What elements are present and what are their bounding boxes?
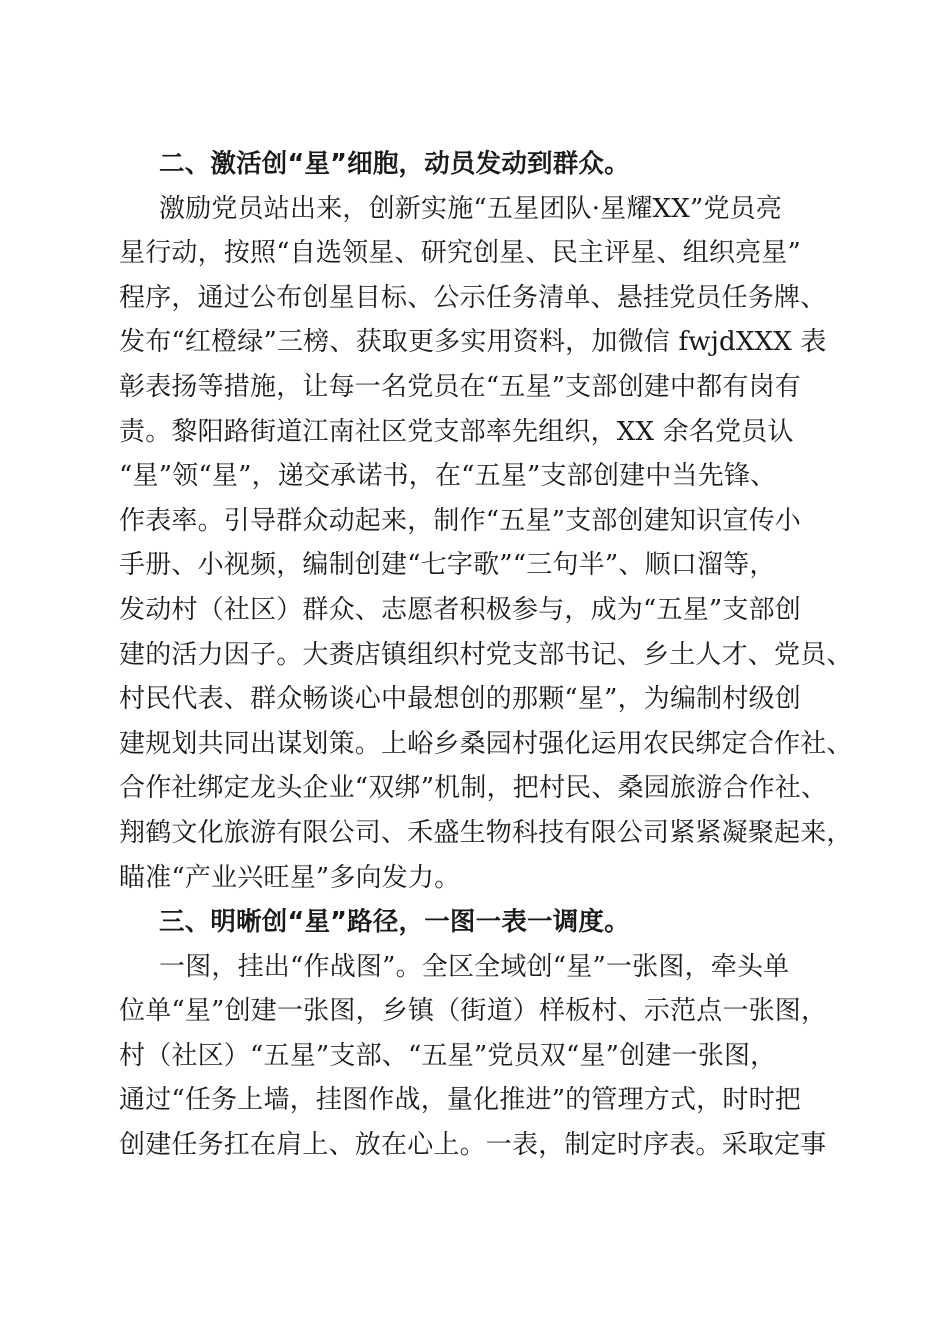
paragraph-line: 建的活力因子。大赉店镇组织村党支部书记、乡土人才、党员、 bbox=[119, 639, 853, 670]
paragraph-line: 瞄准“产业兴旺星”多向发力。 bbox=[119, 862, 461, 893]
paragraph-line: 发动村（社区）群众、志愿者积极参与，成为“五星”支部创 bbox=[119, 594, 801, 625]
paragraph-line: 激励党员站出来，创新实施“五星团队·星耀XX”党员亮 bbox=[159, 193, 783, 224]
paragraph-line: 作表率。引导群众动起来，制作“五星”支部创建知识宣传小 bbox=[119, 505, 801, 536]
paragraph-line: 通过“任务上墙，挂图作战，量化推进”的管理方式，时时把 bbox=[119, 1085, 801, 1116]
paragraph-line: “星”领“星”，递交承诺书，在“五星”支部创建中当先锋、 bbox=[119, 461, 777, 492]
paragraph-line: 发布“红橙绿”三榜、获取更多实用资料，加微信 fwjdXXX 表 bbox=[119, 327, 827, 358]
paragraph-line: 程序，通过公布创星目标、公示任务清单、悬挂党员任务牌、 bbox=[119, 282, 827, 313]
paragraph-line: 一图，挂出“作战图”。全区全域创“星”一张图，牵头单 bbox=[159, 951, 790, 982]
paragraph-line: 位单“星”创建一张图，乡镇（街道）样板村、示范点一张图， bbox=[119, 996, 828, 1027]
section-heading-3: 三、明晰创“星”路径，一图一表一调度。 bbox=[159, 907, 630, 938]
paragraph-line: 村民代表、群众畅谈心中最想创的那颗“星”，为编制村级创 bbox=[119, 684, 801, 715]
document-body bbox=[119, 142, 853, 1168]
paragraph-line: 责。黎阳路街道江南社区党支部率先组织，XX 余名党员认 bbox=[119, 416, 794, 447]
paragraph-line: 创建任务扛在肩上、放在心上。一表，制定时序表。采取定事 bbox=[119, 1130, 827, 1161]
paragraph-line: 彰表扬等措施，让每一名党员在“五星”支部创建中都有岗有 bbox=[119, 371, 801, 402]
paragraph-line: 建规划共同出谋划策。上峪乡桑园村强化运用农民绑定合作社、 bbox=[119, 728, 853, 759]
paragraph-line: 手册、小视频，编制创建“七字歌”“三句半”、顺口溜等， bbox=[119, 550, 776, 581]
paragraph-line: 合作社绑定龙头企业“双绑”机制，把村民、桑园旅游合作社、 bbox=[119, 773, 828, 804]
paragraph-line: 星行动，按照“自选领星、研究创星、民主评星、组织亮星” bbox=[119, 238, 801, 269]
paragraph-line: 翔鹤文化旅游有限公司、禾盛生物科技有限公司紧紧凝聚起来， bbox=[119, 817, 853, 848]
section-heading-2: 二、激活创“星”细胞，动员发动到群众。 bbox=[159, 149, 630, 179]
paragraph-line: 村（社区）“五星”支部、“五星”党员双“星”创建一张图， bbox=[119, 1040, 777, 1071]
